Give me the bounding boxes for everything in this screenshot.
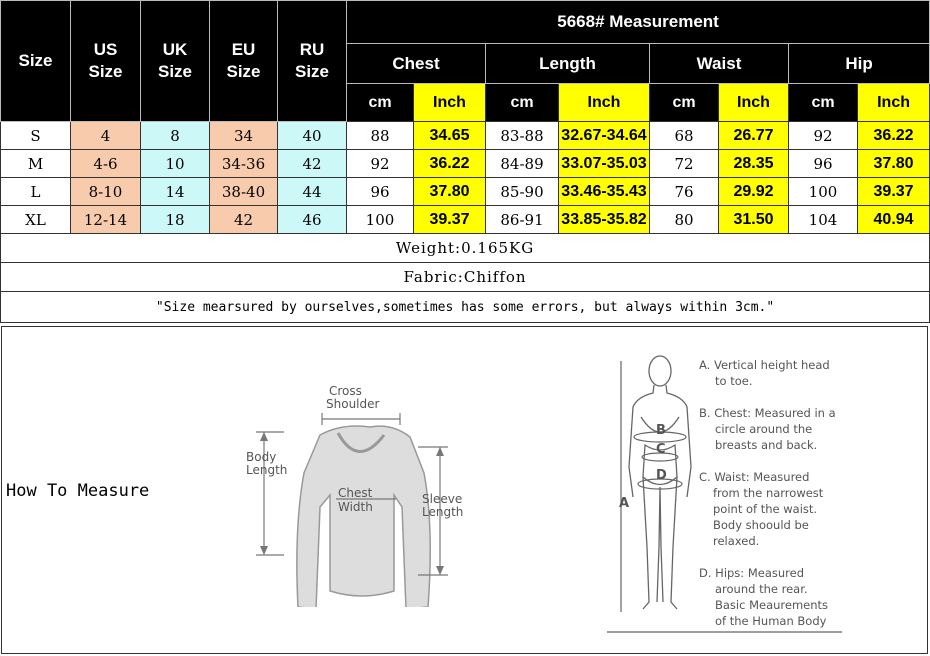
body-length-label-1: Body: [246, 450, 277, 464]
length-inch-header: Inch: [559, 84, 650, 122]
group-chest: Chest: [347, 44, 486, 84]
chest-inch-header: Inch: [414, 84, 486, 122]
ru-size-cell: 46: [278, 206, 347, 234]
header-ru-size: RU Size: [278, 1, 347, 122]
hip-inch-cell: 39.37: [858, 178, 930, 206]
body-measure-legend: [699, 358, 836, 628]
table-row: [1, 178, 930, 206]
size-table: [0, 0, 930, 323]
fabric-row: Fabric:Chiffon: [1, 263, 930, 292]
legend-b-3: breasts and back.: [715, 438, 818, 452]
legend-d-3: Basic Meaurements: [715, 598, 829, 612]
marker-d: D: [656, 468, 667, 483]
legend-a-2: to toe.: [715, 374, 753, 388]
hip-cm-cell: 92: [789, 122, 858, 150]
uk-size-cell: 8: [141, 122, 210, 150]
measurement-title: 5668# Measurement: [347, 1, 930, 44]
chest-inch-cell: 34.65: [414, 122, 486, 150]
marker-b: B: [656, 423, 666, 438]
length-cm-header: cm: [486, 84, 559, 122]
hip-inch-header: Inch: [858, 84, 930, 122]
chest-width-label-1: Chest: [338, 486, 373, 500]
chest-inch-cell: 37.80: [414, 178, 486, 206]
eu-size-cell: 42: [210, 206, 278, 234]
uk-size-cell: 10: [141, 150, 210, 178]
hip-cm-cell: 96: [789, 150, 858, 178]
sleeve-length-label-2: Length: [422, 505, 464, 519]
how-to-measure-section: [1, 326, 928, 654]
table-row: [1, 150, 930, 178]
legend-d-2: around the rear.: [715, 582, 808, 596]
chest-cm-cell: 100: [347, 206, 414, 234]
cross-shoulder-label-2: Shoulder: [326, 397, 380, 411]
legend-c-4: Body shoould be: [713, 518, 809, 532]
waist-inch-cell: 28.35: [719, 150, 789, 178]
sleeve-length-label-1: Sleeve: [422, 492, 463, 506]
size-cell: S: [1, 122, 71, 150]
waist-inch-cell: 26.77: [719, 122, 789, 150]
eu-size-cell: 38-40: [210, 178, 278, 206]
waist-cm-cell: 76: [650, 178, 719, 206]
waist-cm-header: cm: [650, 84, 719, 122]
measurement-note: "Size mearsured by ourselves,sometimes has some errors, but always within 3cm.": [1, 292, 930, 323]
header-uk-size: UK Size: [141, 1, 210, 122]
header-size: Size: [1, 1, 71, 122]
waist-inch-cell: 29.92: [719, 178, 789, 206]
ru-size-cell: 40: [278, 122, 347, 150]
body-length-label-2: Length: [246, 463, 288, 477]
waist-cm-cell: 80: [650, 206, 719, 234]
waist-inch-header: Inch: [719, 84, 789, 122]
shirt-measure-diagram: [242, 377, 482, 607]
size-cell: XL: [1, 206, 71, 234]
group-hip: Hip: [789, 44, 930, 84]
legend-c-2: from the narrowest: [713, 486, 824, 500]
us-size-cell: 4-6: [71, 150, 141, 178]
size-cell: M: [1, 150, 71, 178]
marker-c: C: [656, 442, 666, 457]
us-size-cell: 8-10: [71, 178, 141, 206]
marker-a: A: [619, 496, 630, 511]
hip-inch-cell: 37.80: [858, 150, 930, 178]
us-size-cell: 12-14: [71, 206, 141, 234]
waist-cm-cell: 72: [650, 150, 719, 178]
shirt-illustration: [297, 426, 430, 607]
legend-d-4: of the Human Body: [715, 614, 827, 628]
how-to-measure-label: How To Measure: [6, 481, 150, 501]
chest-cm-cell: 96: [347, 178, 414, 206]
legend-c-5: relaxed.: [713, 534, 760, 548]
chest-inch-cell: 36.22: [414, 150, 486, 178]
us-size-cell: 4: [71, 122, 141, 150]
legend-b-2: circle around the: [715, 422, 813, 436]
legend-b-1: B. Chest: Measured in a: [699, 406, 836, 420]
table-row: [1, 122, 930, 150]
length-cm-cell: 83-88: [486, 122, 559, 150]
length-cm-cell: 86-91: [486, 206, 559, 234]
hip-cm-cell: 100: [789, 178, 858, 206]
length-inch-cell: 33.07-35.03: [559, 150, 650, 178]
chest-width-label-2: Width: [338, 500, 373, 514]
legend-a-1: A. Vertical height head: [699, 358, 830, 372]
eu-size-cell: 34: [210, 122, 278, 150]
hip-cm-header: cm: [789, 84, 858, 122]
header-us-size: US Size: [71, 1, 141, 122]
chest-cm-cell: 88: [347, 122, 414, 150]
uk-size-cell: 18: [141, 206, 210, 234]
body-measure-diagram: [607, 347, 867, 637]
chest-cm-cell: 92: [347, 150, 414, 178]
size-cell: L: [1, 178, 71, 206]
hip-cm-cell: 104: [789, 206, 858, 234]
table-row: [1, 206, 930, 234]
eu-size-cell: 34-36: [210, 150, 278, 178]
length-inch-cell: 32.67-34.64: [559, 122, 650, 150]
length-inch-cell: 33.46-35.43: [559, 178, 650, 206]
chest-inch-cell: 39.37: [414, 206, 486, 234]
length-inch-cell: 33.85-35.82: [559, 206, 650, 234]
legend-d-1: D. Hips: Measured: [699, 566, 805, 580]
header-eu-size: EU Size: [210, 1, 278, 122]
chest-cm-header: cm: [347, 84, 414, 122]
group-length: Length: [486, 44, 650, 84]
waist-cm-cell: 68: [650, 122, 719, 150]
group-waist: Waist: [650, 44, 789, 84]
hip-inch-cell: 36.22: [858, 122, 930, 150]
cross-shoulder-label-1: Cross: [329, 384, 362, 398]
uk-size-cell: 14: [141, 178, 210, 206]
length-cm-cell: 85-90: [486, 178, 559, 206]
waist-inch-cell: 31.50: [719, 206, 789, 234]
hip-inch-cell: 40.94: [858, 206, 930, 234]
ru-size-cell: 42: [278, 150, 347, 178]
legend-c-3: point of the waist.: [713, 502, 818, 516]
length-cm-cell: 84-89: [486, 150, 559, 178]
weight-row: Weight:0.165KG: [1, 234, 930, 263]
ru-size-cell: 44: [278, 178, 347, 206]
legend-c-1: C. Waist: Measured: [699, 470, 810, 484]
